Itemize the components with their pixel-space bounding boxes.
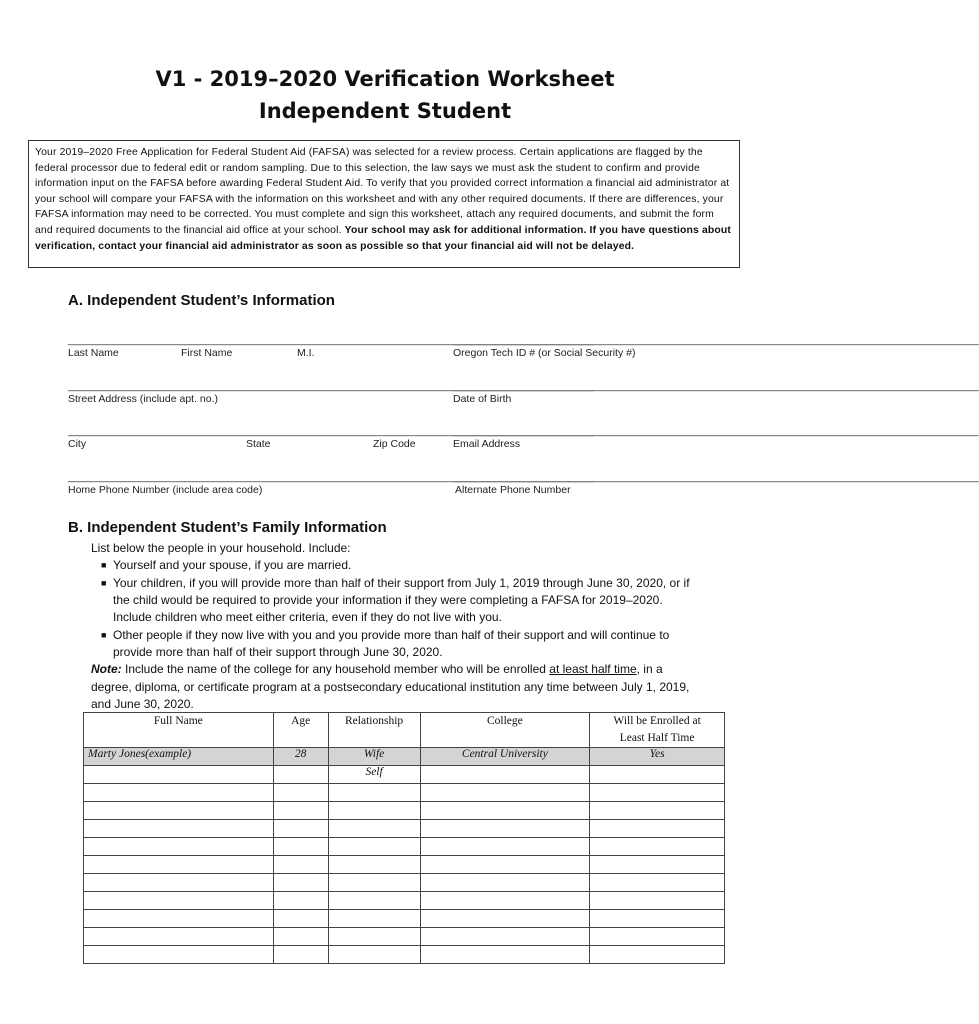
page-subtitle: Independent Student <box>258 99 512 123</box>
table-cell[interactable] <box>84 784 274 802</box>
self-relationship: Self <box>328 766 420 784</box>
note-line-3: and June 30, 2020. <box>91 697 194 711</box>
intro-bold-2: . If you have questions about verification, contact your financial aid administrator as soon as possible so that your financial aid will not be delayed. <box>35 224 731 252</box>
bullet-icon: ■ <box>101 560 107 570</box>
table-cell[interactable] <box>84 928 274 946</box>
table-row <box>84 946 725 964</box>
table-row <box>84 784 725 802</box>
table-cell[interactable] <box>420 856 590 874</box>
table-cell[interactable] <box>84 892 274 910</box>
table-row <box>84 892 725 910</box>
example-full-name: Marty Jones(example) <box>84 748 274 766</box>
table-row <box>84 910 725 928</box>
city-blank[interactable]: __________________________________________________________________________________________ <box>68 425 594 437</box>
email-blank[interactable]: __________________________________________________________________________________________ <box>453 425 979 437</box>
table-cell[interactable] <box>84 766 274 784</box>
bullet-icon: ■ <box>101 630 107 640</box>
table-cell[interactable] <box>590 802 725 820</box>
table-cell[interactable] <box>328 928 420 946</box>
table-cell[interactable] <box>590 892 725 910</box>
home-phone-blank[interactable]: __________________________________________________________________________________________ <box>68 471 594 483</box>
table-cell[interactable] <box>420 946 590 964</box>
state-label: State <box>246 438 271 450</box>
example-relationship: Wife <box>328 748 420 766</box>
id-blank[interactable]: __________________________________________________________________________________________ <box>453 334 979 346</box>
dob-blank[interactable]: __________________________________________________________________________________________ <box>453 380 979 392</box>
table-cell[interactable] <box>328 802 420 820</box>
table-cell[interactable] <box>590 784 725 802</box>
table-cell[interactable] <box>590 910 725 928</box>
enrolled-header: Will be Enrolled at Least Half Time <box>590 713 725 748</box>
page-title: V1 - 2019–2020 Verification Worksheet <box>155 67 615 91</box>
table-cell[interactable] <box>590 856 725 874</box>
alt-phone-label: Alternate Phone Number <box>455 484 571 496</box>
table-cell[interactable] <box>273 928 328 946</box>
intro-box <box>28 140 740 268</box>
table-cell[interactable] <box>590 874 725 892</box>
intro-bold-1: Your school may ask for additional information <box>344 224 584 236</box>
table-row <box>84 802 725 820</box>
street-blank[interactable]: __________________________________________________________________________________________ <box>68 380 594 392</box>
table-cell[interactable] <box>420 874 590 892</box>
table-cell[interactable] <box>273 838 328 856</box>
table-cell[interactable] <box>273 892 328 910</box>
bullet-icon: ■ <box>101 578 107 588</box>
table-cell[interactable] <box>273 820 328 838</box>
table-cell[interactable] <box>420 766 590 784</box>
table-cell[interactable] <box>328 946 420 964</box>
street-label: Street Address (include apt. no.) <box>68 393 218 405</box>
example-row <box>84 748 725 766</box>
table-cell[interactable] <box>328 856 420 874</box>
table-cell[interactable] <box>420 892 590 910</box>
table-cell[interactable] <box>84 856 274 874</box>
table-cell[interactable] <box>328 892 420 910</box>
table-cell[interactable] <box>273 946 328 964</box>
table-cell[interactable] <box>273 784 328 802</box>
household-table <box>83 712 725 964</box>
table-cell[interactable] <box>590 928 725 946</box>
table-cell[interactable] <box>420 928 590 946</box>
intro-text: Your 2019–2020 Free Application for Federal Student Aid (FAFSA) was selected for a review process. Certain applications are flagged by the federal processor due to federal edit or random sampling. Due to this selection, the law says we must ask the student to confirm and provide information input on the FAFSA before awarding Federal Student Aid. To verify that you provided correct information a financial aid administrator at your school will compare your FAFSA with the information on this worksheet and with any other required documents. If there are differences, your FAFSA information may need to be corrected. You must complete and sign this worksheet, attach any required documents, and submit the form and required documents to the financial aid office at your school. <box>35 147 730 236</box>
note-line-1: Note: Include the name of the college for any household member who will be enrolled at least half time, in a <box>91 662 663 676</box>
relationship-header: Relationship <box>328 713 420 748</box>
table-cell[interactable] <box>590 838 725 856</box>
zip-label: Zip Code <box>373 438 416 450</box>
bullet-3: ■ Other people if they now live with you and you provide more than half of their support and will continue to <box>113 627 669 645</box>
table-row <box>84 874 725 892</box>
example-enrolled: Yes <box>590 748 725 766</box>
table-cell[interactable] <box>420 820 590 838</box>
table-cell[interactable] <box>273 910 328 928</box>
table-cell[interactable] <box>273 856 328 874</box>
example-college: Central University <box>420 748 590 766</box>
table-row <box>84 820 725 838</box>
table-cell[interactable] <box>420 802 590 820</box>
table-cell[interactable] <box>590 820 725 838</box>
table-row <box>84 838 725 856</box>
table-cell[interactable] <box>84 910 274 928</box>
name-blank[interactable]: __________________________________________________________________________________________ <box>68 334 594 346</box>
table-cell[interactable] <box>590 766 725 784</box>
section-a-heading: A. Independent Student’s Information <box>68 292 335 309</box>
bullet-2: ■ Your children, if you will provide more than half of their support from July 1, 2019 through June 30, 2020, or if <box>113 575 690 593</box>
table-cell[interactable] <box>84 820 274 838</box>
full-name-header: Full Name <box>84 713 274 748</box>
bullet-1: ■ Yourself and your spouse, if you are married. <box>113 557 351 575</box>
email-label: Email Address <box>453 438 521 450</box>
note-label: Note: <box>91 662 122 676</box>
table-cell[interactable] <box>273 766 328 784</box>
table-cell[interactable] <box>590 946 725 964</box>
table-cell[interactable] <box>328 784 420 802</box>
table-cell[interactable] <box>420 784 590 802</box>
table-cell[interactable] <box>328 838 420 856</box>
table-header-row <box>84 713 725 748</box>
dob-label: Date of Birth <box>453 393 512 405</box>
alt-phone-blank[interactable]: __________________________________________________________________________________________ <box>453 471 979 483</box>
table-cell[interactable] <box>328 874 420 892</box>
table-cell[interactable] <box>273 874 328 892</box>
section-b-intro: List below the people in your household. Include: <box>91 541 351 555</box>
bullet-2-line-2: the child would be required to provide your information if they were completing a FAFSA for 2019–2020. <box>113 593 663 607</box>
table-cell[interactable] <box>328 910 420 928</box>
note-line-2: degree, diploma, or certificate program at a postsecondary educational institution any time between July 1, 2019, <box>91 680 690 694</box>
city-label: City <box>68 438 87 450</box>
at-least-half-time: at least half time <box>549 662 637 676</box>
example-age: 28 <box>273 748 328 766</box>
table-row <box>84 928 725 946</box>
last-name-label: Last Name <box>68 347 119 359</box>
table-cell[interactable] <box>273 802 328 820</box>
table-cell[interactable] <box>84 874 274 892</box>
home-phone-label: Home Phone Number (include area code) <box>68 484 263 496</box>
table-row <box>84 856 725 874</box>
table-cell[interactable] <box>84 946 274 964</box>
bullet-3-line-2: provide more than half of their support through June 30, 2020. <box>113 645 443 659</box>
table-cell[interactable] <box>84 838 274 856</box>
bullet-2-line-3: Include children who meet either criteria, even if they do not live with you. <box>113 610 502 624</box>
table-cell[interactable] <box>420 910 590 928</box>
first-name-label: First Name <box>181 347 233 359</box>
age-header: Age <box>273 713 328 748</box>
table-cell[interactable] <box>328 820 420 838</box>
oregon-id-label: Oregon Tech ID # (or Social Security #) <box>453 347 636 359</box>
college-header: College <box>420 713 590 748</box>
self-row <box>84 766 725 784</box>
table-cell[interactable] <box>84 802 274 820</box>
table-cell[interactable] <box>420 838 590 856</box>
section-b-heading: B. Independent Student’s Family Information <box>68 519 387 536</box>
mi-label: M.I. <box>297 347 315 359</box>
